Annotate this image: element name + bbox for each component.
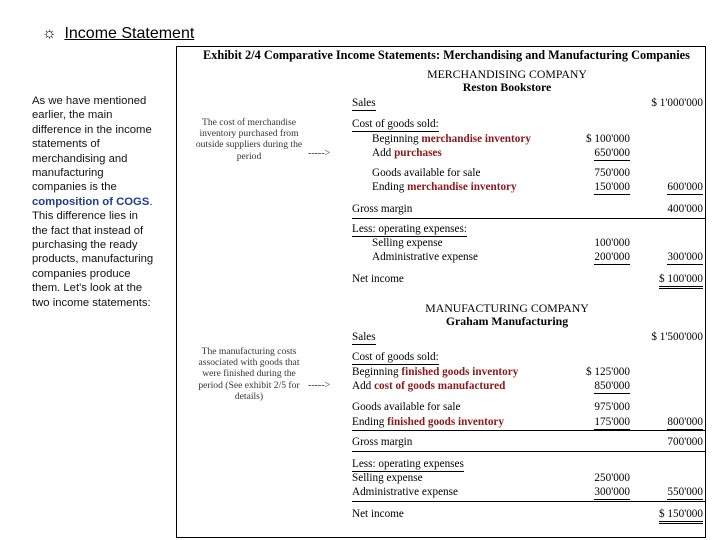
manu-name: Graham Manufacturing [445,314,569,328]
manu-admin-row [352,485,705,499]
sun-icon: ☼ [42,25,57,42]
manu-sales-label: Sales [352,331,376,343]
manu-begin-val: $ 125'000 [586,366,630,378]
merch-note: The cost of merchandise inventory purchased from outside suppliers during the period [195,117,303,162]
merch-name: Reston Bookstore [462,80,552,94]
manu-sales-total: $ 1'500'000 [651,331,703,343]
manu-end-row [352,415,705,429]
manu-net-total: $ 150'000 [659,507,703,524]
merch-avail-label: Goods available for sale [372,167,481,179]
merch-begin-pre: Beginning [372,133,419,145]
merch-opex-row [352,222,705,236]
manu-add-val: 850'000 [594,380,630,392]
merch-end-row [352,180,705,194]
merch-cogs-row [352,117,705,131]
manu-note: The manufacturing costs associated with goods that were finished during the period (See exhibit 2/5 for details) [198,346,300,402]
merch-end-hl: merchandise inventory [407,181,517,193]
merch-begin-row [352,132,705,146]
merch-opex-label: Less: operating expenses: [352,223,467,235]
manu-sales-row [352,330,705,344]
merch-cogs-label: Cost of goods sold: [352,118,439,130]
manu-gross-label: Gross margin [352,436,413,448]
manu-avail-val: 975'000 [594,401,630,413]
merch-gross-row [352,202,705,216]
merch-add-row [352,146,705,160]
merch-sell-label: Selling expense [372,237,443,249]
merch-add-pre: Add [372,147,392,159]
manu-admin-label: Administrative expense [352,486,458,498]
merch-end-pre: Ending [372,181,405,193]
manu-add-row [352,379,705,393]
manu-gross-row [352,435,705,449]
manu-opex-row [352,457,705,471]
manu-net-label: Net income [352,508,404,520]
merch-opex-total: 300'000 [667,251,703,263]
merch-company: MERCHANDISING COMPANY [427,67,587,81]
manu-begin-row [352,365,705,379]
merch-sales-row [352,96,705,110]
merch-header [367,68,647,94]
intro-text-before: As we have mentioned earlier, the main difference in the income statements of merchandising and manufacturing companies is the [32,95,152,194]
manu-gross-total: 700'000 [667,436,703,448]
manu-end-hl: finished goods inventory [387,416,504,428]
manu-cogs-label: Cost of goods sold: [352,351,439,363]
exhibit-table [176,46,706,538]
merch-add-val: 650'000 [594,147,630,159]
manu-arrow: -----> [308,380,331,391]
manu-divider-3 [352,501,705,502]
manu-avail-row [352,400,705,414]
merch-sell-val: 100'000 [594,237,630,249]
manu-end-pre: Ending [352,416,385,428]
manu-add-hl: cost of goods manufactured [374,380,506,392]
merch-net-row [352,272,705,286]
merch-divider [352,218,705,219]
merch-end-val: 150'000 [594,181,630,193]
manu-header [367,302,647,328]
manu-opex-total: 550'000 [667,486,703,498]
manu-sell-val: 250'000 [594,472,630,484]
manu-end-total: 800'000 [667,416,703,428]
intro-text-after: . This difference lies in the fact that instead of purchasing the ready products, manufacturing companies produce them. Let's look at the two income statements: [32,195,154,309]
merch-arrow: -----> [308,148,331,159]
manu-sell-label: Selling expense [352,472,423,484]
merch-sales-label: Sales [352,97,376,109]
exhibit-title: Exhibit 2/4 Comparative Income Statements: Merchandising and Manufacturing Companies [203,48,690,62]
merch-admin-row [352,250,705,264]
merch-begin-val: $ 100'000 [586,133,630,145]
manu-opex-label: Less: operating expenses [352,458,464,470]
manu-begin-pre: Beginning [352,366,399,378]
slide-title-text: Income Statement [64,25,195,42]
merch-gross-total: 400'000 [667,203,703,215]
merch-avail-row [352,166,705,180]
merch-avail-val: 750'000 [594,167,630,179]
merch-net-label: Net income [352,273,404,285]
manu-company: MANUFACTURING COMPANY [425,301,589,315]
manu-cogs-row [352,350,705,364]
merch-gross-label: Gross margin [352,203,413,215]
merch-admin-val: 200'000 [594,251,630,263]
merch-sell-row [352,236,705,250]
merch-end-total: 600'000 [667,181,703,193]
merch-add-hl: purchases [394,147,442,159]
manu-avail-label: Goods available for sale [352,401,461,413]
merch-admin-label: Administrative expense [372,251,478,263]
manu-add-pre: Add [352,380,372,392]
intro-paragraph [32,94,154,310]
merch-begin-hl: merchandise inventory [421,133,531,145]
slide-title [42,25,194,43]
merch-sales-total: $ 1'000'000 [651,97,703,109]
merch-net-total: $ 100'000 [659,272,703,289]
manu-sell-row [352,471,705,485]
manu-net-row [352,507,705,521]
manu-divider-1 [352,430,705,431]
intro-highlight: composition of COGS [32,195,150,208]
manu-divider-2 [352,451,705,452]
manu-begin-hl: finished goods inventory [401,366,519,378]
manu-admin-val: 300'000 [594,486,630,498]
manu-end-val: 175'000 [594,416,630,428]
